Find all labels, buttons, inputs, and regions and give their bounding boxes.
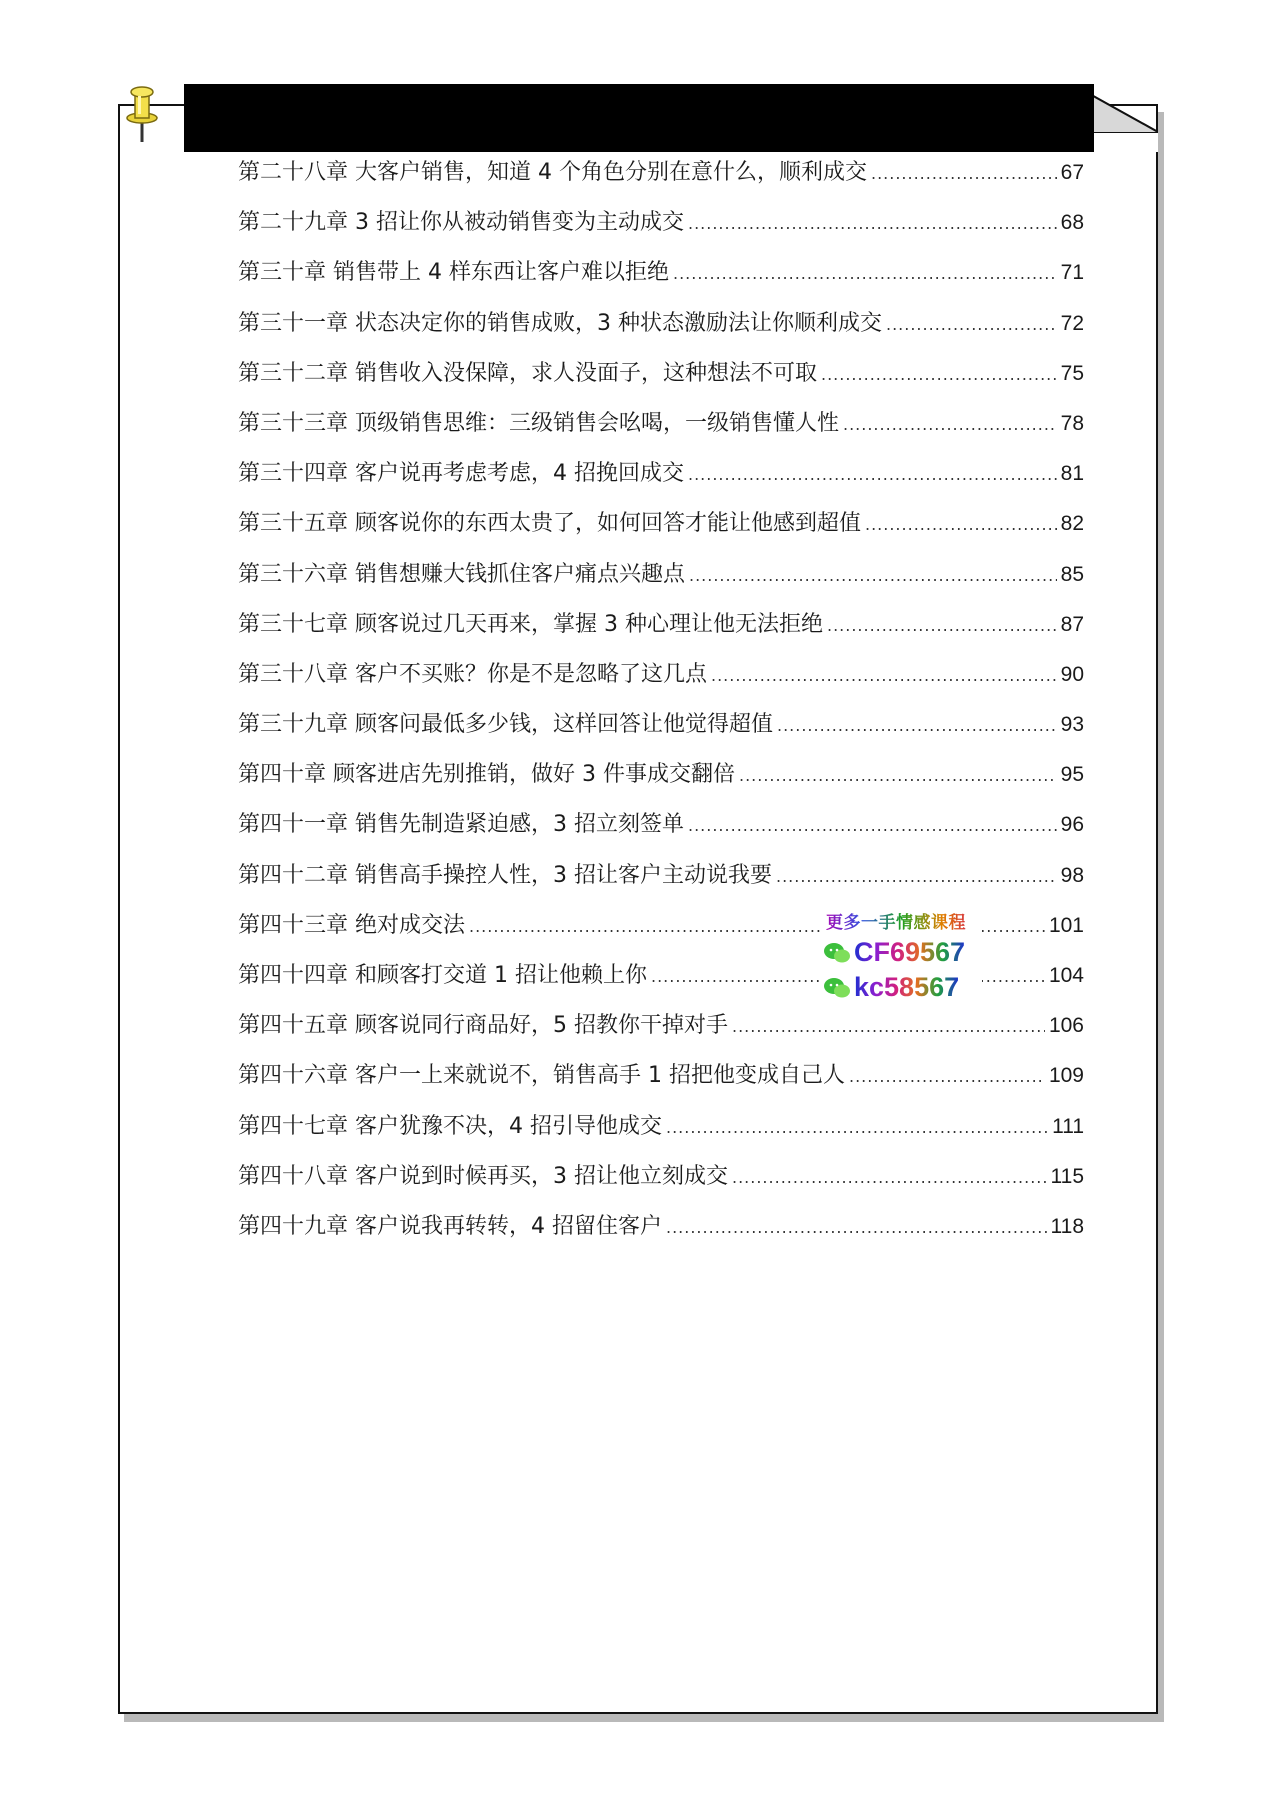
toc-entry-title: 第三十六章 销售想赚大钱抓住客户痛点兴趣点	[238, 561, 685, 587]
toc-entry[interactable]	[238, 557, 1084, 607]
toc-entry-title: 第四十六章 客户一上来就说不，销售高手 1 招把他变成自己人	[238, 1063, 845, 1089]
toc-entry-page: 68	[1060, 211, 1084, 235]
toc-dot-leader	[843, 415, 1057, 434]
toc-entry-page: 71	[1060, 261, 1084, 285]
toc-entry-title: 第四十五章 顾客说同行商品好，5 招教你干掉对手	[238, 1013, 728, 1039]
toc-dot-leader	[871, 164, 1057, 183]
toc-entry[interactable]	[238, 1109, 1084, 1159]
toc-entry[interactable]	[238, 506, 1084, 556]
watermark-contact-row	[822, 937, 982, 968]
toc-entry-page: 111	[1052, 1114, 1084, 1138]
toc-entry-title: 第三十九章 顾客问最低多少钱，这样回答让他觉得超值	[238, 712, 773, 738]
toc-entry-page: 78	[1060, 411, 1084, 435]
toc-entry-title: 第四十四章 和顾客打交道 1 招让他赖上你	[238, 963, 647, 988]
toc-entry-title: 第三十八章 客户不买账？你是不是忽略了这几点	[238, 661, 707, 687]
toc-dot-leader	[821, 365, 1057, 384]
toc-entry-page: 115	[1050, 1164, 1084, 1188]
toc-entry-title: 第三十章 销售带上 4 样东西让客户难以拒绝	[238, 260, 669, 286]
toc-entry[interactable]	[238, 155, 1084, 205]
toc-dot-leader	[711, 666, 1057, 685]
toc-entry-title: 第四十章 顾客进店先别推销，做好 3 件事成交翻倍	[238, 762, 735, 788]
toc-entry-page: 75	[1060, 361, 1084, 385]
toc-entry-title: 第四十三章 绝对成交法	[238, 912, 465, 938]
toc-entry[interactable]	[238, 757, 1084, 807]
toc-entry-page: 67	[1060, 161, 1084, 184]
toc-entry-title: 第二十八章 大客户销售，知道 4 个角色分别在意什么，顺利成交	[238, 160, 867, 185]
toc-dot-leader	[688, 816, 1057, 835]
toc-entry-page: 95	[1060, 763, 1084, 787]
toc-entry-title: 第三十三章 顶级销售思维：三级销售会吆喝，一级销售懂人性	[238, 410, 839, 436]
toc-entry-page: 104	[1048, 964, 1084, 987]
toc-entry-page: 82	[1060, 512, 1084, 536]
toc-entry-title: 第二十九章 3 招让你从被动销售变为主动成交	[238, 210, 684, 236]
toc-dot-leader	[739, 766, 1057, 785]
toc-entry-page: 98	[1060, 863, 1084, 887]
toc-entry[interactable]	[238, 205, 1084, 255]
watermark-contact-row	[822, 972, 982, 1003]
header-bar	[184, 84, 1094, 152]
toc-entry-title: 第四十二章 销售高手操控人性，3 招让客户主动说我要	[238, 862, 772, 888]
toc-entry[interactable]	[238, 657, 1084, 707]
toc-entry[interactable]	[238, 255, 1084, 305]
watermark-caption: 更多一手情感课程	[822, 908, 982, 933]
toc-dot-leader	[776, 867, 1057, 886]
watermark-code: CF69567	[854, 937, 966, 967]
toc-entry-page: 93	[1060, 713, 1084, 737]
watermark-code: kc58567	[854, 972, 960, 1002]
toc-dot-leader	[666, 1118, 1048, 1137]
toc-entry[interactable]	[238, 356, 1084, 406]
watermark-overlay	[822, 908, 982, 1008]
folded-corner-icon	[1086, 92, 1158, 152]
toc-entry-title: 第三十一章 状态决定你的销售成败，3 种状态激励法让你顺利成交	[238, 310, 882, 336]
toc-entry[interactable]	[238, 858, 1084, 908]
toc-entry-title: 第三十五章 顾客说你的东西太贵了，如何回答才能让他感到超值	[238, 511, 861, 537]
toc-dot-leader	[732, 1017, 1045, 1036]
toc-dot-leader	[886, 315, 1057, 334]
toc-dot-leader	[689, 566, 1057, 585]
toc-dot-leader	[777, 716, 1057, 735]
toc-entry-title: 第四十一章 销售先制造紧迫感，3 招立刻签单	[238, 812, 684, 838]
toc-entry-title: 第三十二章 销售收入没保障，求人没面子，这种想法不可取	[238, 360, 817, 386]
toc-entry[interactable]	[238, 306, 1084, 356]
toc-entry-page: 101	[1048, 913, 1084, 937]
toc-entry[interactable]	[238, 456, 1084, 506]
toc-entry-title: 第三十七章 顾客说过几天再来，掌握 3 种心理让他无法拒绝	[238, 611, 823, 637]
toc-entry[interactable]	[238, 707, 1084, 757]
toc-dot-leader	[673, 264, 1057, 283]
toc-entry-title: 第四十九章 客户说我再转转，4 招留住客户	[238, 1213, 662, 1239]
toc-entry-title: 第三十四章 客户说再考虑考虑，4 招挽回成交	[238, 461, 684, 487]
toc-dot-leader	[666, 1218, 1047, 1237]
toc-entry-page: 90	[1060, 662, 1084, 686]
toc-entry[interactable]	[238, 1008, 1084, 1058]
table-of-contents	[238, 155, 1084, 1259]
push-pin-icon	[122, 82, 162, 144]
toc-entry[interactable]	[238, 607, 1084, 657]
toc-entry-page: 106	[1048, 1014, 1084, 1038]
toc-entry[interactable]	[238, 1058, 1084, 1108]
toc-entry-title: 第四十七章 客户犹豫不决，4 招引导他成交	[238, 1113, 662, 1139]
toc-entry-page: 96	[1060, 813, 1084, 837]
toc-dot-leader	[849, 1067, 1045, 1086]
toc-dot-leader	[827, 616, 1057, 635]
toc-entry-page: 109	[1048, 1064, 1084, 1088]
toc-entry[interactable]	[238, 807, 1084, 857]
wechat-icon	[822, 941, 852, 965]
toc-entry[interactable]	[238, 1209, 1084, 1259]
toc-entry[interactable]	[238, 1159, 1084, 1209]
toc-dot-leader	[688, 214, 1057, 233]
toc-entry-page: 72	[1060, 311, 1084, 335]
toc-entry-page: 81	[1060, 462, 1084, 486]
toc-entry-title: 第四十八章 客户说到时候再买，3 招让他立刻成交	[238, 1163, 728, 1189]
toc-entry-page: 85	[1060, 562, 1084, 586]
toc-dot-leader	[688, 465, 1057, 484]
toc-dot-leader	[865, 515, 1057, 534]
toc-entry[interactable]	[238, 406, 1084, 456]
toc-entry-page: 118	[1050, 1214, 1084, 1238]
toc-entry-page: 87	[1060, 612, 1084, 636]
toc-dot-leader	[732, 1168, 1047, 1187]
wechat-icon	[822, 976, 852, 1000]
